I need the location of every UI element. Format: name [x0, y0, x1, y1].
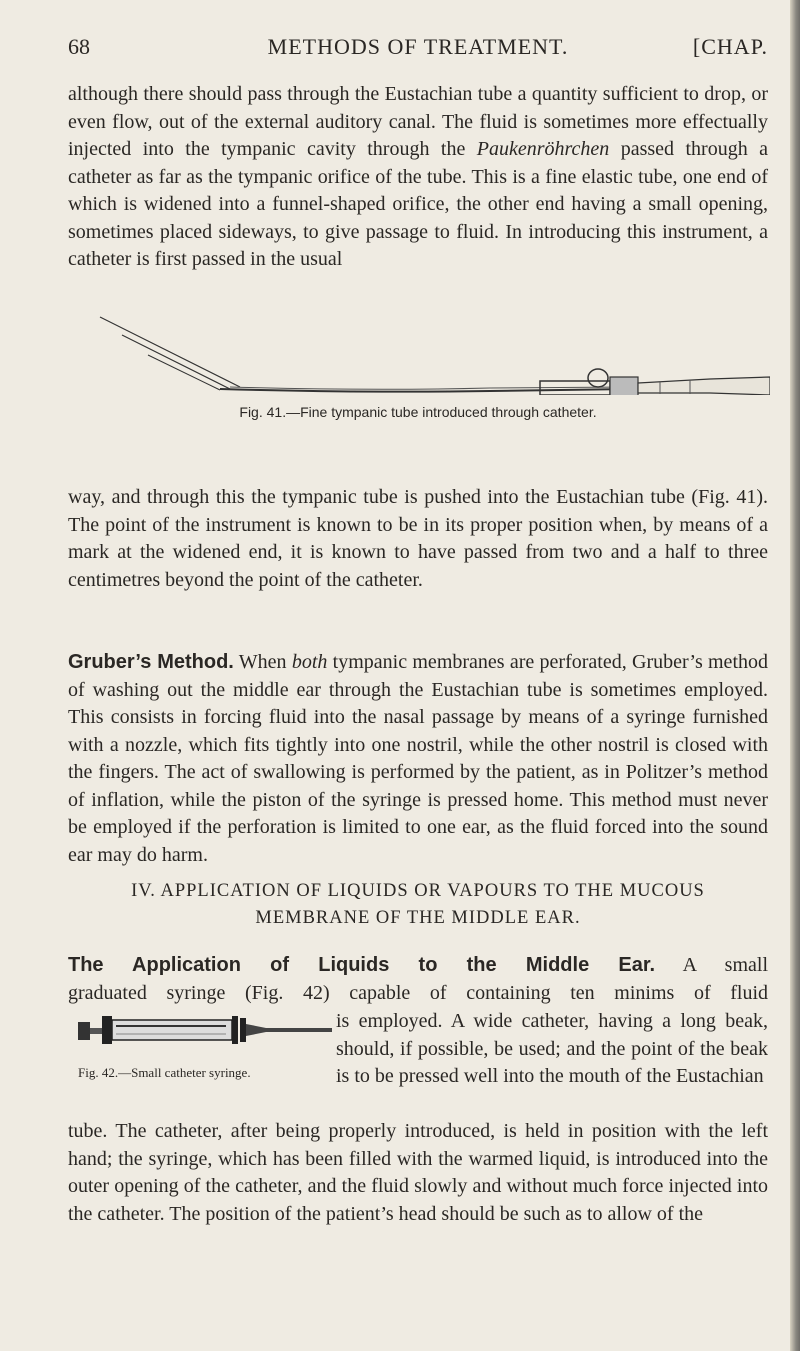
figure-42-caption: Fig. 42.—Small catheter syringe.: [78, 1065, 251, 1080]
chapter-marker: [CHAP.: [692, 34, 768, 59]
figure-41-tympanic-tube-illustration: [70, 315, 770, 395]
italic-both: both: [291, 651, 328, 673]
runin-heading-gruber: Gruber’s Method.: [68, 651, 234, 673]
paragraph-gruber-method: Gruber’s Method. When both tympanic membranes are perforated, Gruber’s method of washing out the middle ear through the Eustachian tube is sometimes employed. This consists in forcing fluid into the nasal passage by means of a syringe furnished with a nozzle, which fits tightly into one nostril, while the other nostril is closed with the fingers. The act of swallowing is performed by the patient, as in Politzer’s method of inflation, while the piston of the syringe is pressed home. This method must never be employed if the perforation is limited to one ear, as the fluid forced into the sound ear may do harm.: [68, 651, 768, 866]
runin-heading-application: The Application of Liquids to the Middle Ear.: [68, 954, 656, 976]
paragraph-2: way, and through this the tympanic tube is pushed into the Eustachian tube (Fig. 41). The point of the instrument is known to be in its proper position when, by means of a mark at the widened end, it is known to have passed from two and a half to three centimetres beyond the point of the catheter.: [68, 486, 768, 591]
page-edge-shadow: [790, 0, 800, 1351]
italic-paukenrohrchen: Paukenröhrchen: [476, 138, 610, 160]
running-header: [68, 34, 768, 64]
running-title: METHODS OF TREATMENT.: [267, 34, 569, 59]
paragraph-application-rest: tube. The catheter, after being properly introduced, is held in position with the left hand; the syringe, which has been filled with the warmed liquid, is introduced into the outer opening of the catheter, and the fluid slowly and without much force injected into the catheter. The position of the patient’s head should be such as to allow of the: [68, 1120, 768, 1225]
paragraph-1: although there should pass through the Eustachian tube a quantity sufficient to drop, or even flow, out of the external auditory canal. The fluid is sometimes more effectually injected into the tympanic cavity through the Paukenröhrchen passed through a catheter as far as the tympanic orifice of the tube. This is a fine elastic tube, one end of which is widened into a funnel-shaped orifice, the other end having a small opening, sometimes placed sideways, to give passage to fluid. In introducing this instrument, a catheter is first passed in the usual: [68, 83, 768, 270]
paragraph-application-wrapped: is employed. A wide catheter, having a long beak, should, if possible, be used; and the point of the beak is to be pressed well into the mouth of the Eustachian: [336, 1010, 768, 1087]
figure-41-caption: Fig. 41.—Fine tympanic tube introduced through catheter.: [239, 404, 597, 420]
section-heading-iv: IV. APPLICATION OF LIQUIDS OR VAPOURS TO THE MUCOUS MEMBRANE OF THE MIDDLE EAR.: [131, 881, 705, 928]
paragraph-application-head: The Application of Liquids to the Middle Ear. A small graduated syringe (Fig. 42) capable of containing ten minims of fluid: [68, 954, 768, 1004]
figure-42-catheter-syringe-illustration: [76, 1012, 332, 1048]
page-number: 68: [68, 34, 90, 59]
